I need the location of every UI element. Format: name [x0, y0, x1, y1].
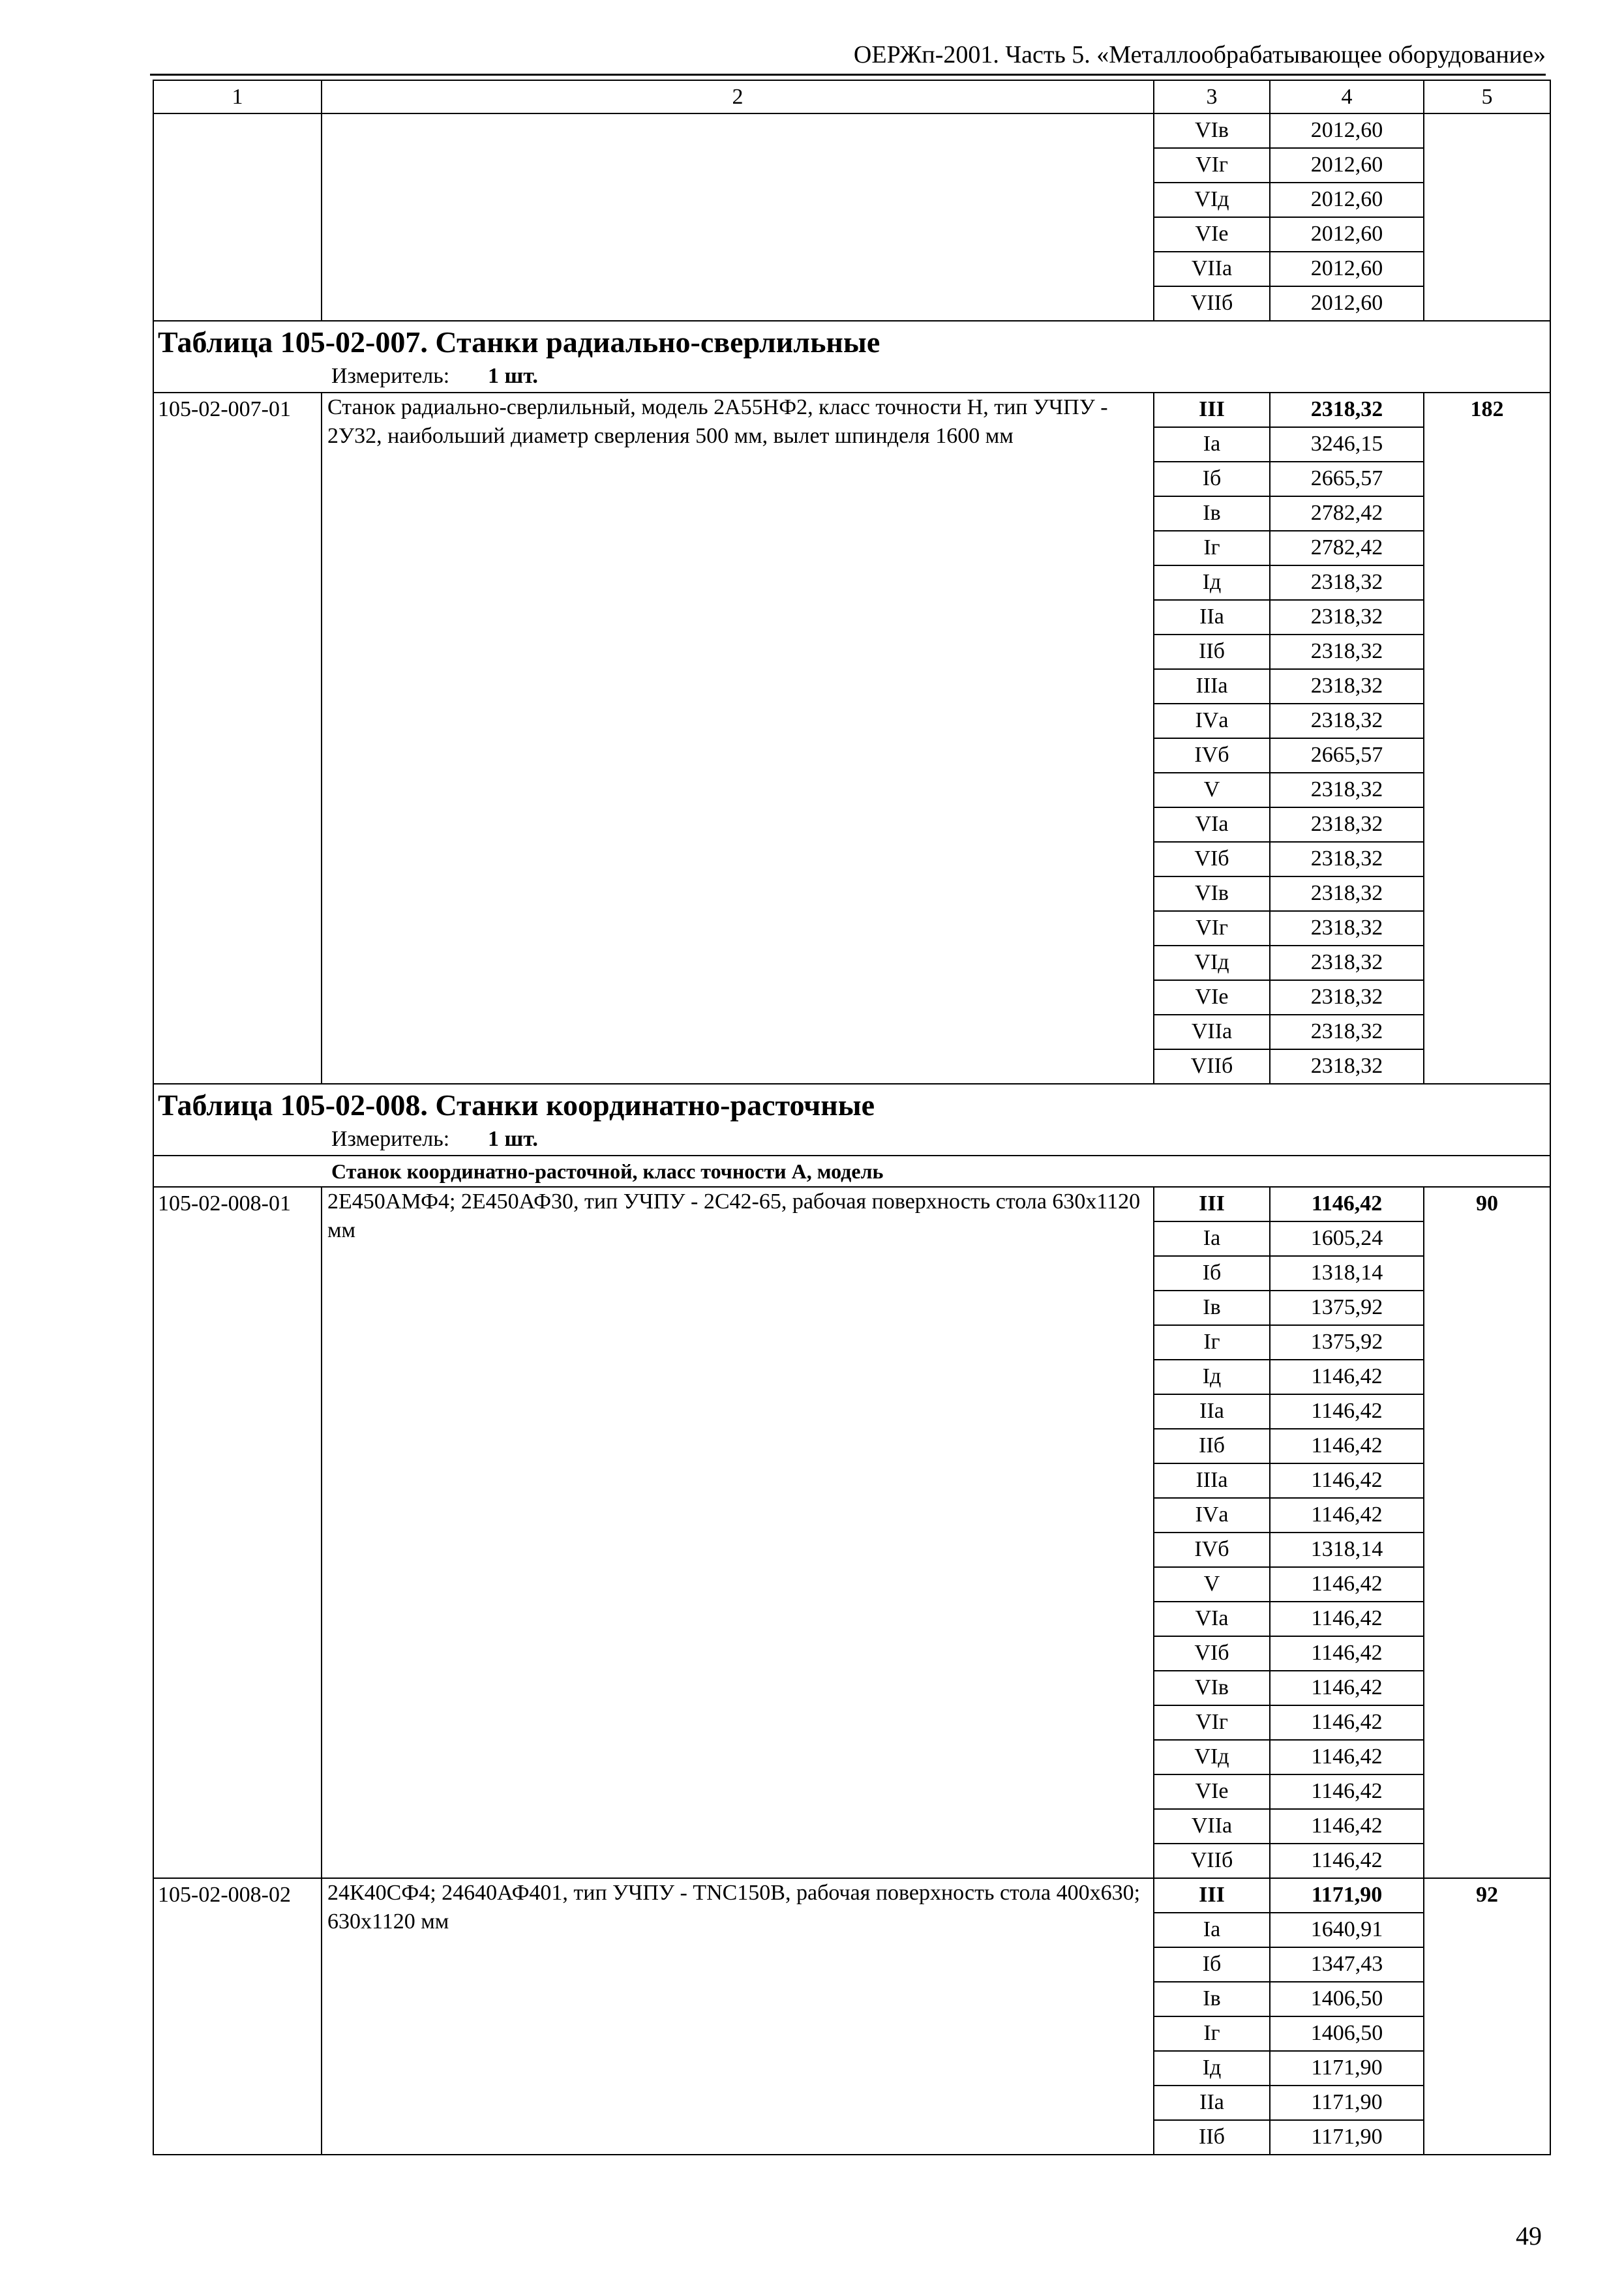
unit-price: 1171,90 — [1270, 2120, 1424, 2155]
table-row — [153, 1187, 1550, 1221]
item-description: 24К40СФ4; 24640АФ401, тип УЧПУ - TNC150B, рабочая поверхность стола 400х630; 630х1120 мм — [322, 1878, 1154, 2155]
empty-cell — [322, 113, 1154, 321]
unit-price: 1146,42 — [1270, 1705, 1424, 1740]
unit-price: 1146,42 — [1270, 1187, 1424, 1221]
labor-norm: 182 — [1424, 393, 1550, 1084]
unit-price: 1171,90 — [1270, 2051, 1424, 2086]
region-class: IVа — [1154, 704, 1270, 738]
unit-price: 2665,57 — [1270, 462, 1424, 496]
empty-cell — [1424, 113, 1550, 321]
region-class: VIд — [1154, 1740, 1270, 1774]
region-class: IVб — [1154, 1533, 1270, 1567]
region-class: IIа — [1154, 2086, 1270, 2120]
region-class: Iв — [1154, 1291, 1270, 1325]
region-class: IVа — [1154, 1498, 1270, 1533]
column-number: 5 — [1424, 80, 1550, 113]
unit-row — [153, 1126, 1550, 1156]
region-class: IIб — [1154, 2120, 1270, 2155]
region-class: VIIб — [1154, 1844, 1270, 1878]
item-code: 105-02-008-02 — [153, 1878, 322, 2155]
region-class: III — [1154, 393, 1270, 427]
unit-price: 2782,42 — [1270, 496, 1424, 531]
region-class: IIIа — [1154, 1463, 1270, 1498]
region-class: VIе — [1154, 1774, 1270, 1809]
unit-price: 1146,42 — [1270, 1636, 1424, 1671]
item-description: 2Е450АМФ4; 2Е450АФ30, тип УЧПУ - 2С42-65, рабочая поверхность стола 630х1120 мм — [322, 1187, 1154, 1878]
region-class: Iб — [1154, 1256, 1270, 1291]
unit-price: 2782,42 — [1270, 531, 1424, 565]
unit-price: 1375,92 — [1270, 1325, 1424, 1360]
region-class: Iд — [1154, 565, 1270, 600]
region-class: Iб — [1154, 1947, 1270, 1982]
region-class: Iв — [1154, 496, 1270, 531]
unit-price: 2318,32 — [1270, 946, 1424, 980]
region-class: VIIа — [1154, 1015, 1270, 1049]
subheader-row — [153, 1156, 1550, 1187]
unit-price: 2318,32 — [1270, 1015, 1424, 1049]
unit-price: 1347,43 — [1270, 1947, 1424, 1982]
unit-price: 2318,32 — [1270, 807, 1424, 842]
column-number: 1 — [153, 80, 322, 113]
unit-price: 2665,57 — [1270, 738, 1424, 773]
region-class: VIб — [1154, 842, 1270, 876]
region-class: VIд — [1154, 183, 1270, 217]
region-class: VIIа — [1154, 252, 1270, 286]
table-row — [153, 393, 1550, 427]
region-class: IIб — [1154, 635, 1270, 669]
region-class: III — [1154, 1187, 1270, 1221]
item-description: Станок радиально-сверлильный, модель 2А55НФ2, класс точности Н, тип УЧПУ - 2У32, наибольший диаметр сверления 500 мм, вылет шпинделя 1600 мм — [322, 393, 1154, 1084]
region-class: Iа — [1154, 427, 1270, 462]
region-class: IIIа — [1154, 669, 1270, 704]
region-class: Iв — [1154, 1982, 1270, 2016]
unit-row — [153, 363, 1550, 393]
unit-price: 2318,32 — [1270, 600, 1424, 635]
region-class: Iб — [1154, 462, 1270, 496]
region-class: VIб — [1154, 1636, 1270, 1671]
region-class: VIв — [1154, 876, 1270, 911]
unit-price: 1146,42 — [1270, 1844, 1424, 1878]
unit-price: 1146,42 — [1270, 1463, 1424, 1498]
unit-price: 2318,32 — [1270, 635, 1424, 669]
region-class: VIIб — [1154, 286, 1270, 321]
unit-price: 2012,60 — [1270, 217, 1424, 252]
unit-price: 2318,32 — [1270, 876, 1424, 911]
region-class: VIг — [1154, 148, 1270, 183]
unit-price: 2318,32 — [1270, 980, 1424, 1015]
unit-price: 1605,24 — [1270, 1221, 1424, 1256]
region-class: Iа — [1154, 1913, 1270, 1947]
region-class: Iг — [1154, 531, 1270, 565]
region-class: VIIб — [1154, 1049, 1270, 1084]
subheader: Станок координатно-расточной, класс точности А, модель — [153, 1156, 1550, 1187]
unit-price: 1146,42 — [1270, 1740, 1424, 1774]
unit-price: 1318,14 — [1270, 1256, 1424, 1291]
unit-price: 1146,42 — [1270, 1394, 1424, 1429]
region-class: Iа — [1154, 1221, 1270, 1256]
region-class: VIв — [1154, 1671, 1270, 1705]
section-title-row — [153, 1084, 1550, 1126]
unit-line — [153, 1126, 1550, 1156]
region-class: Iд — [1154, 1360, 1270, 1394]
unit-price: 1146,42 — [1270, 1671, 1424, 1705]
region-class: IIа — [1154, 1394, 1270, 1429]
region-class: III — [1154, 1878, 1270, 1913]
unit-value: 1 шт. — [488, 1127, 538, 1151]
section-title-row — [153, 321, 1550, 363]
unit-price: 2318,32 — [1270, 1049, 1424, 1084]
unit-price: 1640,91 — [1270, 1913, 1424, 1947]
item-code: 105-02-008-01 — [153, 1187, 322, 1878]
unit-price: 1146,42 — [1270, 1360, 1424, 1394]
unit-price: 1146,42 — [1270, 1602, 1424, 1636]
unit-value: 1 шт. — [488, 364, 538, 388]
labor-norm: 92 — [1424, 1878, 1550, 2155]
price-table-body — [153, 80, 1550, 2155]
table-row — [153, 1878, 1550, 1913]
unit-price: 2318,32 — [1270, 773, 1424, 807]
region-class: Iг — [1154, 2016, 1270, 2051]
region-class: VIIа — [1154, 1809, 1270, 1844]
unit-price: 2318,32 — [1270, 704, 1424, 738]
unit-price: 1318,14 — [1270, 1533, 1424, 1567]
unit-price: 2012,60 — [1270, 286, 1424, 321]
region-class: VIе — [1154, 980, 1270, 1015]
region-class: Iд — [1154, 2051, 1270, 2086]
region-class: VIа — [1154, 1602, 1270, 1636]
unit-price: 1171,90 — [1270, 1878, 1424, 1913]
unit-price: 2012,60 — [1270, 113, 1424, 148]
item-code: 105-02-007-01 — [153, 393, 322, 1084]
region-class: VIв — [1154, 113, 1270, 148]
unit-price: 1146,42 — [1270, 1429, 1424, 1463]
unit-price: 2318,32 — [1270, 911, 1424, 946]
unit-price: 1146,42 — [1270, 1774, 1424, 1809]
section-title: Таблица 105-02-007. Станки радиально-сверлильные — [153, 321, 1550, 363]
region-class: VIг — [1154, 1705, 1270, 1740]
unit-price: 1406,50 — [1270, 2016, 1424, 2051]
unit-price: 1146,42 — [1270, 1809, 1424, 1844]
page-number: 49 — [1516, 2221, 1542, 2251]
unit-label: Измеритель: — [331, 364, 450, 388]
region-class: VIд — [1154, 946, 1270, 980]
region-class: VIг — [1154, 911, 1270, 946]
page-header — [150, 38, 1546, 76]
region-class: IVб — [1154, 738, 1270, 773]
unit-price: 2318,32 — [1270, 842, 1424, 876]
unit-line — [153, 363, 1550, 393]
section-title: Таблица 105-02-008. Станки координатно-расточные — [153, 1084, 1550, 1126]
column-number: 4 — [1270, 80, 1424, 113]
unit-price: 2012,60 — [1270, 183, 1424, 217]
region-class: IIа — [1154, 600, 1270, 635]
region-class: VIе — [1154, 217, 1270, 252]
column-number: 3 — [1154, 80, 1270, 113]
unit-price: 1406,50 — [1270, 1982, 1424, 2016]
unit-price: 1375,92 — [1270, 1291, 1424, 1325]
column-number-row — [153, 80, 1550, 113]
region-class: V — [1154, 1567, 1270, 1602]
unit-price: 1171,90 — [1270, 2086, 1424, 2120]
region-class: VIа — [1154, 807, 1270, 842]
price-table — [153, 80, 1551, 2155]
unit-price: 2318,32 — [1270, 393, 1424, 427]
table-row — [153, 113, 1550, 148]
empty-cell — [153, 113, 322, 321]
unit-price: 2318,32 — [1270, 565, 1424, 600]
document-title: ОЕРЖп-2001. Часть 5. «Металлообрабатывающее оборудование» — [853, 41, 1546, 68]
unit-label: Измеритель: — [331, 1127, 450, 1151]
region-class: Iг — [1154, 1325, 1270, 1360]
unit-price: 1146,42 — [1270, 1567, 1424, 1602]
region-class: V — [1154, 773, 1270, 807]
unit-price: 1146,42 — [1270, 1498, 1424, 1533]
unit-price: 3246,15 — [1270, 427, 1424, 462]
region-class: IIб — [1154, 1429, 1270, 1463]
unit-price: 2012,60 — [1270, 252, 1424, 286]
unit-price: 2012,60 — [1270, 148, 1424, 183]
column-number: 2 — [322, 80, 1154, 113]
labor-norm: 90 — [1424, 1187, 1550, 1878]
unit-price: 2318,32 — [1270, 669, 1424, 704]
